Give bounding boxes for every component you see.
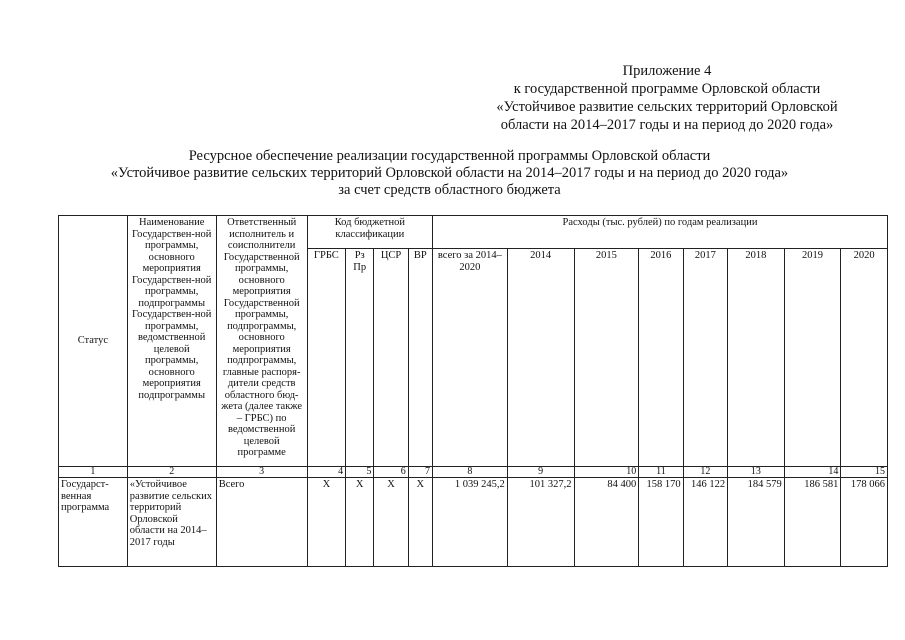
appendix-line-4: области на 2014–2017 годы и на период до 2020 года» <box>500 117 834 133</box>
column-number: 1 <box>59 467 128 478</box>
row-year-2018: 184 579 <box>728 478 785 567</box>
row-year-2017: 146 122 <box>683 478 727 567</box>
column-number: 13 <box>728 467 785 478</box>
column-number: 3 <box>216 467 307 478</box>
column-number: 8 <box>432 467 507 478</box>
header-name: Наименование Государствен-ной программы, основного мероприятия Государствен-ной программы, подпрограммы Государствен-ной программы, ведомственной целевой программы, основного мероприятия подпрограммы <box>127 216 216 467</box>
appendix-line-3: «Устойчивое развитие сельских территорий Орловской <box>496 99 838 115</box>
row-status: Государст-венная программа <box>59 478 128 567</box>
row-year-2015: 84 400 <box>574 478 639 567</box>
header-total: всего за 2014–2020 <box>432 249 507 467</box>
header-year-2020: 2020 <box>841 249 888 467</box>
table-row <box>59 478 888 567</box>
header-grbs: ГРБС <box>307 249 345 467</box>
appendix-line-1: Приложение 4 <box>622 63 712 79</box>
row-vr: Х <box>408 478 432 567</box>
header-expenses: Расходы (тыс. рублей) по годам реализации <box>432 216 887 249</box>
row-rzpr: Х <box>346 478 374 567</box>
row-year-2019: 186 581 <box>784 478 841 567</box>
header-vr: ВР <box>408 249 432 467</box>
appendix-line-2: к государственной программе Орловской области <box>513 81 821 97</box>
column-number: 9 <box>507 467 574 478</box>
column-number: 12 <box>683 467 727 478</box>
row-total: 1 039 245,2 <box>432 478 507 567</box>
column-number: 15 <box>841 467 888 478</box>
row-grbs: Х <box>307 478 345 567</box>
row-csr: Х <box>374 478 408 567</box>
header-executor: Ответственный исполнитель и соисполнители Государственной программы, основного мероприятия Государственной программы, подпрограммы, основного мероприятия подпрограммы, главные распоря-дители средств областного бюд-жета (далее также – ГРБС) по ведомственной целевой программе <box>216 216 307 467</box>
column-number: 14 <box>784 467 841 478</box>
header-csr: ЦСР <box>374 249 408 467</box>
appendix-header <box>477 62 857 134</box>
column-number: 7 <box>408 467 432 478</box>
row-executor: Всего <box>216 478 307 567</box>
header-year-2019: 2019 <box>784 249 841 467</box>
row-year-2020: 178 066 <box>841 478 888 567</box>
header-rzpr: Рз Пр <box>346 249 374 467</box>
header-year-2017: 2017 <box>683 249 727 467</box>
row-name: «Устойчивое развитие сельских территорий Орловской области на 2014–2017 годы <box>127 478 216 567</box>
column-number: 5 <box>346 467 374 478</box>
resource-table <box>58 215 888 567</box>
title-line-2: «Устойчивое развитие сельских территорий Орловской области на 2014–2017 годы и на период до 2020 года» <box>110 165 789 181</box>
title-line-1: Ресурсное обеспечение реализации государственной программы Орловской области <box>188 148 711 164</box>
column-number: 6 <box>374 467 408 478</box>
column-number: 2 <box>127 467 216 478</box>
header-year-2018: 2018 <box>728 249 785 467</box>
header-year-2015: 2015 <box>574 249 639 467</box>
column-number: 4 <box>307 467 345 478</box>
header-year-2014: 2014 <box>507 249 574 467</box>
header-year-2016: 2016 <box>639 249 683 467</box>
column-number: 11 <box>639 467 683 478</box>
title-line-3: за счет средств областного бюджета <box>338 182 561 198</box>
header-status: Статус <box>59 216 128 467</box>
document-title <box>0 148 905 199</box>
row-year-2014: 101 327,2 <box>507 478 574 567</box>
column-number: 10 <box>574 467 639 478</box>
header-row-1 <box>59 216 888 249</box>
header-budget-code: Код бюджетной классификации <box>307 216 432 249</box>
row-year-2016: 158 170 <box>639 478 683 567</box>
column-number-row <box>59 467 888 478</box>
